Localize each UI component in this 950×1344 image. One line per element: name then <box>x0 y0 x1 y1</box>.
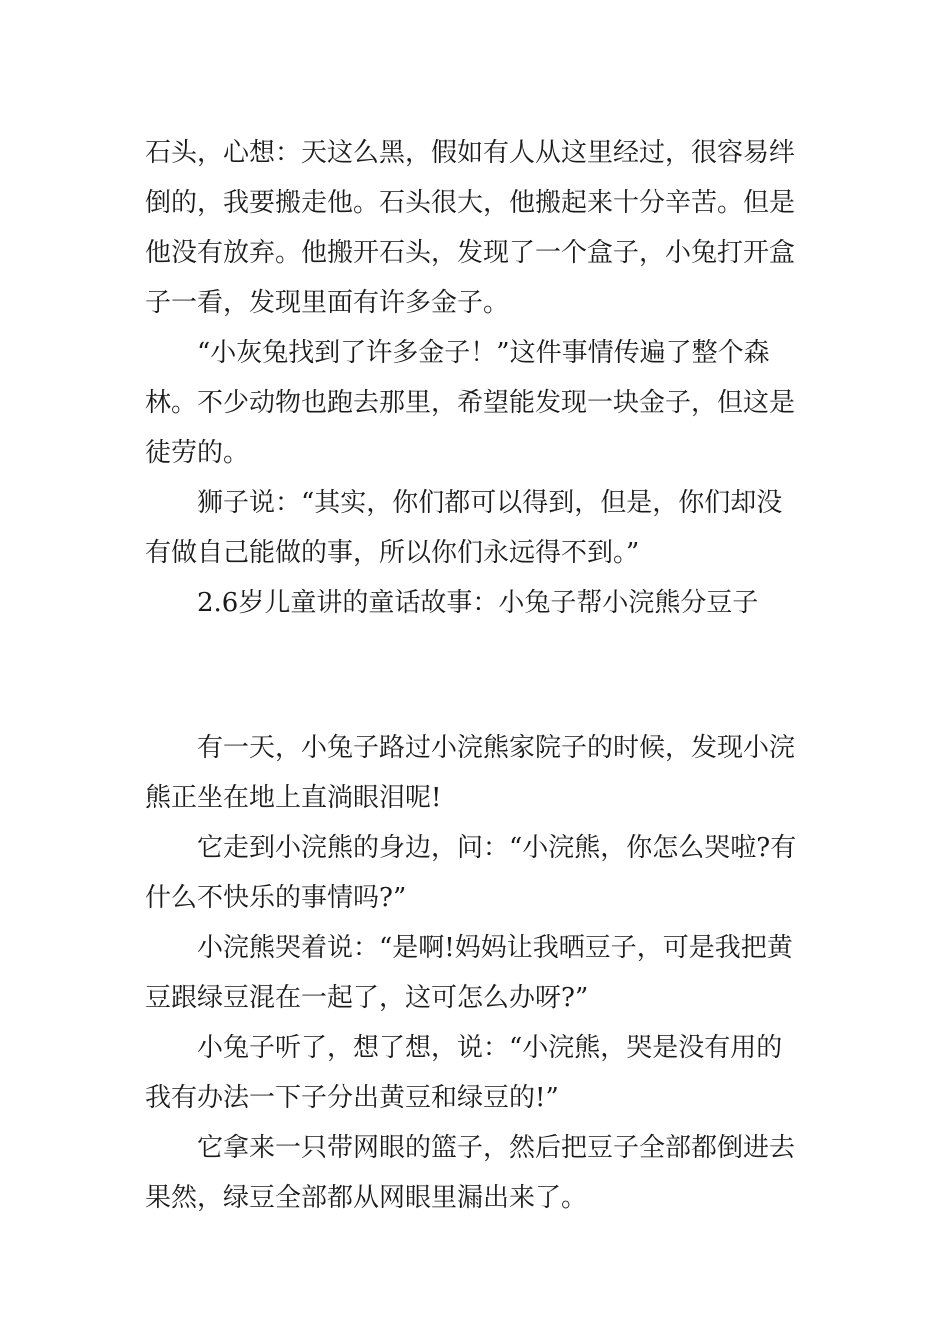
text-line: 它拿来一只带网眼的篮子，然后把豆子全部都倒进去 <box>197 1133 796 1163</box>
text-line: 有一天，小兔子路过小浣熊家院子的时候，发现小浣 <box>197 733 796 763</box>
text-line: 什么不快乐的事情吗?” <box>145 883 407 913</box>
text-line: 熊正坐在地上直淌眼泪呢! <box>145 783 442 813</box>
text-line: 有做自己能做的事，所以你们永远得不到。” <box>145 538 640 568</box>
text-line: 他没有放弃。他搬开石头，发现了一个盒子，小兔打开盒 <box>145 238 796 268</box>
text-line: 我有办法一下子分出黄豆和绿豆的!” <box>145 1083 559 1113</box>
text-line: 它走到小浣熊的身边，问：“小浣熊，你怎么哭啦?有 <box>197 833 797 863</box>
text-line: 小兔子听了，想了想，说：“小浣熊，哭是没有用的 <box>197 1033 783 1063</box>
text-line: 林。不少动物也跑去那里，希望能发现一块金子，但这是 <box>145 388 796 418</box>
text-line: “小灰兔找到了许多金子！”这件事情传遍了整个森 <box>197 338 770 368</box>
text-line: 子一看，发现里面有许多金子。 <box>145 288 510 318</box>
text-line: 倒的，我要搬走他。石头很大，他搬起来十分辛苦。但是 <box>145 188 796 218</box>
text-line: 徒劳的。 <box>145 438 250 468</box>
text-line: 果然，绿豆全部都从网眼里漏出来了。 <box>145 1183 588 1213</box>
text-line: 小浣熊哭着说：“是啊!妈妈让我晒豆子，可是我把黄 <box>197 933 793 963</box>
text-line: 石头，心想：天这么黑，假如有人从这里经过，很容易绊 <box>145 138 796 168</box>
text-line: 豆跟绿豆混在一起了，这可怎么办呀?” <box>145 983 589 1013</box>
text-line: 狮子说：“其实，你们都可以得到，但是，你们却没 <box>197 488 783 518</box>
story-section-1 <box>145 128 810 628</box>
section-heading: 2.6岁儿童讲的童话故事：小兔子帮小浣熊分豆子 <box>197 588 759 618</box>
story-section-2 <box>145 723 810 1223</box>
